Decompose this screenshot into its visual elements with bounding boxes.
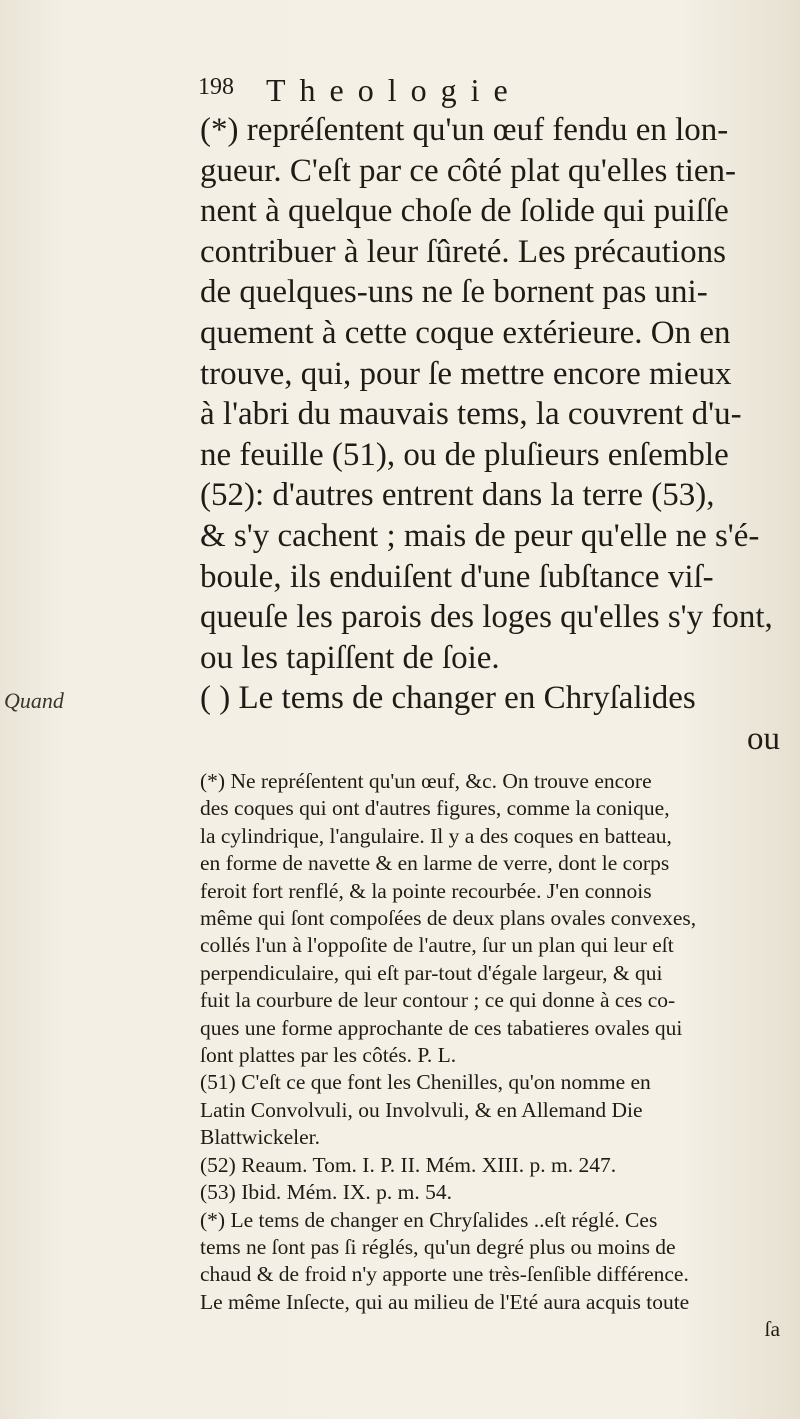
footnote-line: (*) Le tems de changer en Chryſalides ..eſt réglé. Ces bbox=[200, 1207, 658, 1232]
footnote-line: (51) C'eſt ce que font les Chenilles, qu'on nomme en bbox=[200, 1070, 651, 1095]
footnote-line: la cylindrique, l'angulaire. Il y a des coques en batteau, bbox=[200, 823, 672, 848]
text-line: (*) repréſentent qu'un œuf fendu en lon- bbox=[200, 112, 729, 148]
catchword: ou bbox=[747, 720, 780, 757]
page-header bbox=[198, 72, 718, 112]
main-text bbox=[200, 110, 780, 760]
footnote-line: fuit la courbure de leur contour ; ce qui donne à ces co- bbox=[200, 988, 676, 1013]
text-line: à l'abri du mauvais tems, la couvrent d'u- bbox=[200, 396, 742, 433]
footnote-catchword: ſa bbox=[764, 1317, 780, 1342]
footnote-line: collés l'un à l'oppoſite de l'autre, ſur un plan qui leur eſt bbox=[200, 933, 674, 958]
footnote-line: Le même Inſecte, qui au milieu de l'Eté aura acquis toute bbox=[200, 1289, 690, 1314]
text-line: & s'y cachent ; mais de peur qu'elle ne s'é- bbox=[200, 517, 760, 554]
text-line: ne feuille (51), ou de pluſieurs enſemble bbox=[200, 436, 729, 473]
text-line: quement à cette coque extérieure. On en bbox=[200, 314, 731, 351]
footnote-line: des coques qui ont d'autres figures, comme la conique, bbox=[200, 796, 670, 821]
footnote-line: même qui ſont compoſées de deux plans ovales convexes, bbox=[200, 906, 697, 931]
page-number: 198 bbox=[198, 74, 234, 100]
text-line: de quelques-uns ne ſe bornent pas uni- bbox=[200, 274, 708, 311]
text-line: queuſe les parois des loges qu'elles s'y font, bbox=[200, 599, 773, 636]
footnote-line: (52) Reaum. Tom. I. P. II. Mém. XIII. p. m. 247. bbox=[200, 1152, 617, 1177]
footnote-line: en forme de navette & en larme de verre, dont le corps bbox=[200, 851, 670, 876]
text-line: contribuer à leur ſûreté. Les précautions bbox=[200, 233, 726, 270]
text-line: boule, ils enduiſent d'une ſubſtance viſ- bbox=[200, 558, 714, 595]
text-line: ( ) Le tems de changer en Chryſalides bbox=[200, 680, 696, 717]
footnote-line: perpendiculaire, qui eſt par-tout d'égale largeur, & qui bbox=[200, 960, 663, 985]
footnotes bbox=[200, 768, 780, 1344]
footnote-line: tems ne ſont pas ſi réglés, qu'un degré plus ou moins de bbox=[200, 1234, 676, 1259]
running-title: Theologie bbox=[266, 72, 522, 108]
text-line: gueur. C'eſt par ce côté plat qu'elles tien- bbox=[200, 152, 737, 189]
footnote-line: Latin Convolvuli, ou Involvuli, & en Allemand Die bbox=[200, 1097, 643, 1122]
text-line: ou les tapiſſent de ſoie. bbox=[200, 639, 500, 676]
footnote-line: chaud & de froid n'y apporte une très-ſenſible différence. bbox=[200, 1262, 689, 1287]
footnote-line: ques une forme approchante de ces tabatieres ovales qui bbox=[200, 1015, 683, 1040]
text-line: (52): d'autres entrent dans la terre (53), bbox=[200, 477, 715, 514]
footnote-line: ſont plattes par les côtés. P. L. bbox=[200, 1043, 457, 1068]
footnote-line: feroit fort renflé, & la pointe recourbée. J'en connois bbox=[200, 878, 652, 903]
footnote-line: (53) Ibid. Mém. IX. p. m. 54. bbox=[200, 1180, 452, 1205]
footnote-line: (*) Ne repréſentent qu'un œuf, &c. On trouve encore bbox=[200, 769, 652, 793]
margin-catchword: Quand bbox=[4, 688, 64, 713]
text-line: nent à quelque choſe de ſolide qui puiſſe bbox=[200, 193, 729, 230]
footnote-line: Blattwickeler. bbox=[200, 1125, 321, 1150]
text-line: trouve, qui, pour ſe mettre encore mieux bbox=[200, 355, 732, 392]
